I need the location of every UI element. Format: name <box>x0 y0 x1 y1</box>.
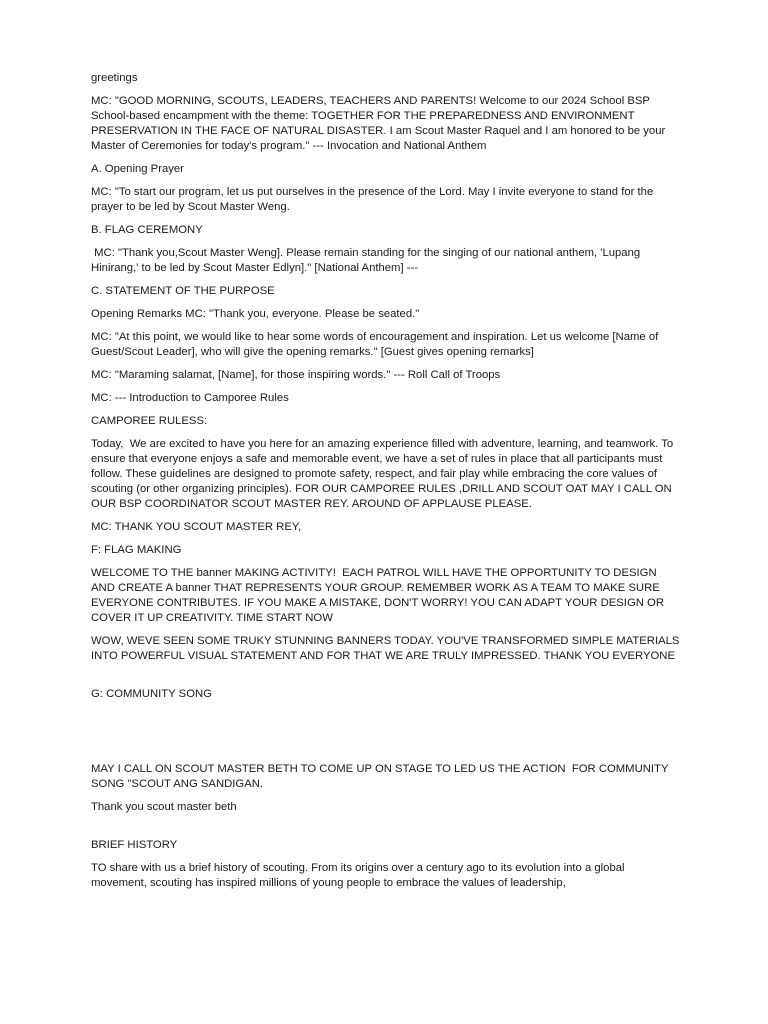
camporee-rules-paragraph: Today, We are excited to have you here for an amazing experience filled with adventure, learning, and teamwork. To ensure that everyone enjoys a safe and memorable event, we have a set of rules in place that all participants must follow. These guidelines are designed to promote safety, respect, and fair play while embracing the core values of scouting (or other organizing principles). FOR OUR CAMPOREE RULES ,DRILL AND SCOUT OAT MAY I CALL ON OUR BSP COORDINATOR SCOUT MASTER REY. AROUND OF APPLAUSE PLEASE. <box>91 438 677 510</box>
camporee-rules-heading: CAMPOREE RULESS: <box>91 415 208 427</box>
encouragement-paragraph: MC: "At this point, we would like to hear some words of encouragement and inspiration. Let us welcome [Name of Guest/Scout Leader], who will give the opening remarks." [Guest gives opening remarks] <box>91 331 662 358</box>
welcome-paragraph: MC: "GOOD MORNING, SCOUTS, LEADERS, TEACHERS AND PARENTS! Welcome to our 2024 School BSP School-based encampment with the theme: TOGETHER FOR THE PREPAREDNESS AND ENVIRONMENT PRESERVATION IN THE FACE OF NATURAL DISASTER. I am Scout Master Raquel and I am honored to be your Master of Ceremonies for today's program." --- Invocation and National Anthem <box>91 95 669 152</box>
community-song-paragraph: MAY I CALL ON SCOUT MASTER BETH TO COME UP ON STAGE TO LED US THE ACTION FOR COMMUNITY SONG "SCOUT ANG SANDIGAN. <box>91 763 672 790</box>
flag-ceremony-heading: B. FLAG CEREMONY <box>91 224 203 236</box>
brief-history-paragraph: TO share with us a brief history of scouting. From its origins over a century ago to its evolution into a global movement, scouting has inspired millions of young people to embrace the values of leadership, <box>91 862 628 889</box>
opening-prayer-heading: A. Opening Prayer <box>91 163 184 175</box>
thank-beth-paragraph: Thank you scout master beth <box>91 801 237 813</box>
flag-making-heading: F: FLAG MAKING <box>91 544 182 556</box>
banner-activity-paragraph: WELCOME TO THE banner MAKING ACTIVITY! EACH PATROL WILL HAVE THE OPPORTUNITY TO DESIGN AND CREATE A banner THAT REPRESENTS YOUR GROUP. REMEMBER WORK AS A TEAM TO MAKE SURE EVERYONE CONTRIBUTES. IF YOU MAKE A MISTAKE, DON'T WORRY! YOU CAN ADAPT YOUR DESIGN OR COVER IT UP CREATIVITY. TIME START NOW <box>91 567 668 624</box>
blank-lines <box>91 710 681 762</box>
community-song-heading: G: COMMUNITY SONG <box>91 688 212 700</box>
statement-purpose-heading: C. STATEMENT OF THE PURPOSE <box>91 285 275 297</box>
opening-remarks-paragraph: Opening Remarks MC: "Thank you, everyone. Please be seated." <box>91 308 420 320</box>
thank-rey-paragraph: MC: THANK YOU SCOUT MASTER REY, <box>91 521 302 533</box>
opening-prayer-paragraph: MC: "To start our program, let us put ourselves in the presence of the Lord. May I invite everyone to stand for the prayer to be led by Scout Master Weng. <box>91 186 657 213</box>
blank-line <box>91 672 681 687</box>
document-page <box>91 71 681 899</box>
greetings-heading: greetings <box>91 72 138 84</box>
camporee-intro-paragraph: MC: --- Introduction to Camporee Rules <box>91 392 289 404</box>
flag-ceremony-paragraph: MC: "Thank you,Scout Master Weng]. Please remain standing for the singing of our national anthem, 'Lupang Hinirang,' to be led by Scout Master Edlyn]." [National Anthem] --- <box>91 247 644 274</box>
banner-praise-paragraph: WOW, WEVE SEEN SOME TRUKY STUNNING BANNERS TODAY. YOU'VE TRANSFORMED SIMPLE MATERIALS INTO POWERFUL VISUAL STATEMENT AND FOR THAT WE ARE TRULY IMPRESSED. THANK YOU EVERYONE <box>91 635 683 662</box>
brief-history-heading: BRIEF HISTORY <box>91 839 178 851</box>
thanks-paragraph: MC: "Maraming salamat, [Name], for those inspiring words." --- Roll Call of Troops <box>91 369 501 381</box>
blank-line <box>91 823 681 838</box>
